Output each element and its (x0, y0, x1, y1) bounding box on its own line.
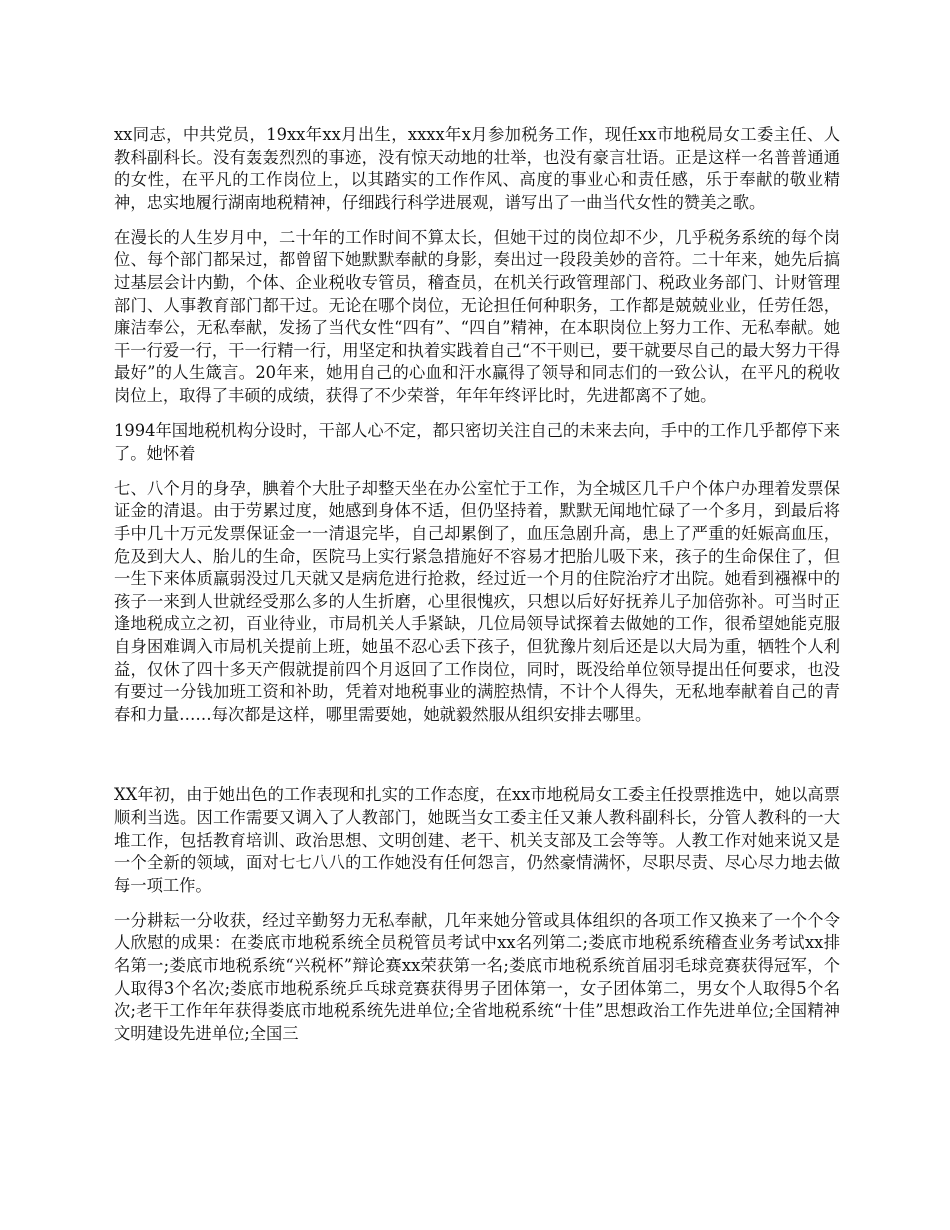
paragraph-1: xx同志，中共党员，19xx年xx月出生，xxxx年x月参加税务工作，现任xx市地税局女工委主任、人教科副科长。没有轰轰烈烈的事迹，没有惊天动地的壮举，也没有豪言壮语。正是这样一名普普通通的女性，在平凡的工作岗位上，以其踏实的工作作风、高度的事业心和责任感，乐于奉献的敬业精神，忠实地履行湖南地税精神，仔细践行科学进展观，谱写出了一曲当代女性的赞美之歌。 (114, 125, 840, 212)
paragraph-6: 一分耕耘一分收获，经过辛勤努力无私奉献，几年来她分管或具体组织的各项工作又换来了一个个令人欣慰的成果：在娄底市地税系统全员税管员考试中xx名列第二;娄底市地税系统稽查业务考试xx排名第一;娄底市地税系统“兴税杯”辩论赛xx荣获第一名;娄底市地税系统首届羽毛球竞赛获得冠军，个人取得3个名次;娄底市地税系统乒乓球竞赛获得男子团体第一，女子团体第二，男女个人取得5个名次;老干工作年年获得娄底市地税系统先进单位;全省地税系统“十佳”思想政治工作先进单位;全国精神文明建设先进单位;全国三 (114, 910, 840, 1043)
paragraph-4: 七、八个月的身孕，腆着个大肚子却整天坐在办公室忙于工作，为全城区几千户个体户办理着发票保证金的清退。由于劳累过度，她感到身体不适，但仍坚持着，默默无闻地忙碌了一个多月，到最后将手中几十万元发票保证金一一清退完毕，自己却累倒了，血压急剧升高，患上了严重的妊娠高血压，危及到大人、胎儿的生命，医院马上实行紧急措施好不容易才把胎儿吸下来，孩子的生命保住了，但一生下来体质羸弱没过几天就又是病危进行抢救，经过近一个月的住院治疗才出院。她看到襁褓中的孩子一来到人世就经受那么多的人生折磨，心里很愧疚，只想以后好好抚养儿子加倍弥补。可当时正逢地税成立之初，百业待业，市局机关人手紧缺，几位局领导试探着去做她的工作，很希望她能克服自身困难调入市局机关提前上班，她虽不忍心丢下孩子，但犹豫片刻后还是以大局为重，牺牲个人利益，仅休了四十多天产假就提前四个月返回了工作岗位，同时，既没给单位领导提出任何要求，也没有要过一分钱加班工资和补助，凭着对地税事业的满腔热情，不计个人得失，无私地奉献着自己的青春和力量……每次都是这样，哪里需要她，她就毅然服从组织安排去哪里。 (114, 478, 840, 724)
paragraph-5: XX年初，由于她出色的工作表现和扎实的工作态度，在xx市地税局女工委主任投票推选中，她以高票顺利当选。因工作需要又调入了人教部门，她既当女工委主任又兼人教科副科长，分管人教科的一大堆工作，包括教育培训、政治思想、文明创建、老干、机关支部及工会等等。人教工作对她来说又是一个全新的领域，面对七七八八的工作她没有任何怨言，仍然豪情满怀，尽职尽责、尽心尽力地去做每一项工作。 (114, 785, 840, 895)
document-body (114, 124, 840, 1058)
paragraph-2: 在漫长的人生岁月中，二十年的工作时间不算太长，但她干过的岗位却不少，几乎税务系统的每个岗位、每个部门都呆过，都曾留下她默默奉献的身影，奏出过一段段美妙的音符。二十年来，她先后搞过基层会计内勤，个体、企业税收专管员，稽查员，在机关行政管理部门、税政业务部门、计财管理部门、人事教育部门都干过。无论在哪个岗位，无论担任何种职务，工作都是兢兢业业，任劳任怨，廉洁奉公，无私奉献，发扬了当代女性“四有”、“四自”精神，在本职岗位上努力工作、无私奉献。她干一行爱一行，干一行精一行，用坚定和执着实践着自己“不干则已，要干就要尽自己的最大努力干得最好”的人生箴言。20年来，她用自己的心血和汗水赢得了领导和同志们的一致公认，在平凡的税收岗位上，取得了丰硕的成绩，获得了不少荣誉，年年年终评比时，先进都离不了她。 (114, 227, 840, 406)
paragraph-3: 1994年国地税机构分设时，干部人心不定，都只密切关注自己的未来去向，手中的工作几乎都停下来了。她怀着 (114, 421, 840, 463)
